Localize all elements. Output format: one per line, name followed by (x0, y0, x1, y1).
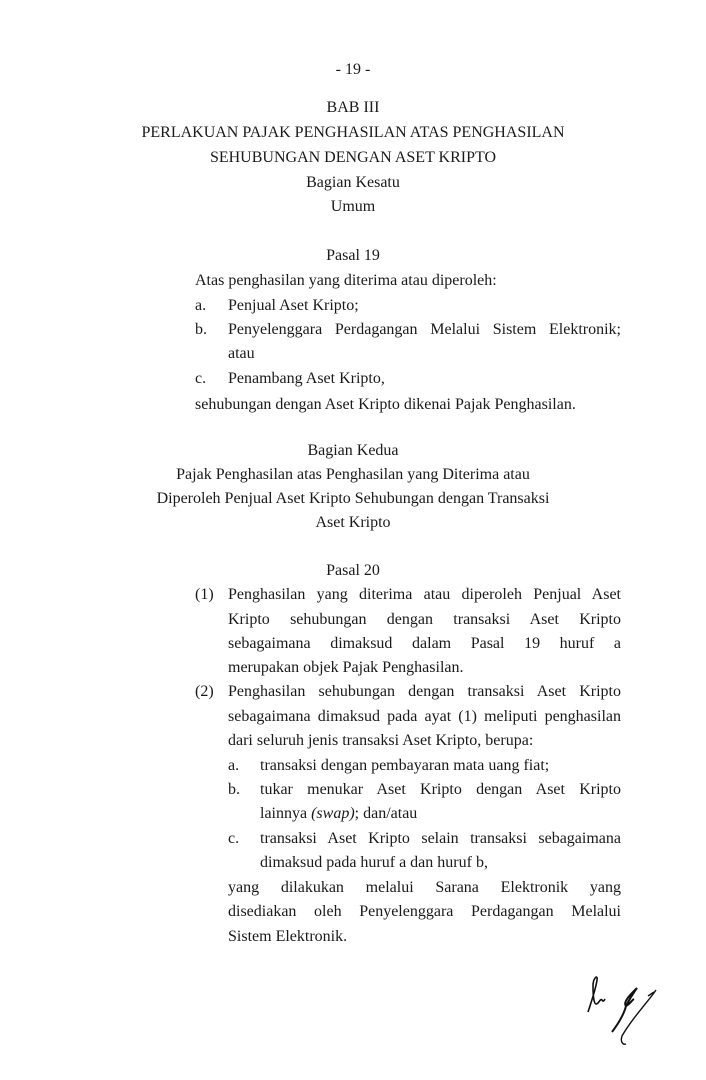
ayat-text: sebagaimana dimaksud dalam Pasal 19 huruf a (228, 635, 621, 652)
item-label: a. (195, 297, 207, 314)
item-text: transaksi Aset Kripto selain transaksi sebagaimana (260, 830, 621, 847)
ayat-closing: disediakan oleh Penyelenggara Perdagangan Melalui (228, 903, 621, 920)
pasal-19-intro: Atas penghasilan yang diterima atau diperoleh: (195, 272, 497, 289)
ayat-closing: yang dilakukan melalui Sarana Elektronik yang (228, 879, 621, 896)
item-text-part: ; dan/atau (354, 805, 418, 822)
item-label: c. (195, 370, 207, 387)
ayat-text: Kripto sehubungan dengan transaksi Aset Kripto (228, 611, 621, 628)
part-heading: Bagian Kedua (307, 442, 399, 459)
part-title: Pajak Penghasilan atas Penghasilan yang Diterima atau (176, 466, 530, 483)
item-text: tukar menukar Aset Kripto dengan Aset Kripto (260, 781, 621, 798)
chapter-title: PERLAKUAN PAJAK PENGHASILAN ATAS PENGHASILAN (141, 124, 565, 141)
item-label: a. (228, 757, 240, 774)
pasal-19-closing: sehubungan dengan Aset Kripto dikenai Pajak Penghasilan. (195, 396, 576, 413)
pasal-20-heading: Pasal 20 (326, 562, 380, 579)
ayat-label: (2) (195, 683, 214, 700)
chapter-title: SEHUBUNGAN DENGAN ASET KRIPTO (209, 149, 497, 166)
part-title: Aset Kripto (315, 514, 391, 531)
item-text: dimaksud pada huruf a dan huruf b, (260, 854, 488, 871)
signature-initials (560, 970, 660, 1050)
ayat-closing: Sistem Elektronik. (228, 928, 348, 945)
ayat-label: (1) (195, 586, 214, 603)
item-text: Penambang Aset Kripto, (228, 370, 385, 387)
item-text: Penjual Aset Kripto; (228, 297, 359, 314)
pasal-19-heading: Pasal 19 (326, 247, 380, 264)
item-label: c. (228, 830, 240, 847)
ayat-text: sebagaimana dimaksud pada ayat (1) meliputi penghasilan (228, 708, 621, 725)
ayat-text: merupakan objek Pajak Penghasilan. (228, 659, 464, 676)
item-text-italic: (swap) (311, 805, 355, 822)
item-text (260, 803, 621, 825)
item-text: Penyelenggara Perdagangan Melalui Sistem Elektronik; (228, 321, 621, 338)
part-title: Umum (330, 198, 376, 215)
item-text: transaksi dengan pembayaran mata uang fiat; (260, 757, 550, 774)
ayat-text: Penghasilan yang diterima atau diperoleh Penjual Aset (228, 586, 621, 603)
part-title: Diperoleh Penjual Aset Kripto Sehubungan dengan Transaksi (156, 490, 550, 507)
part-heading: Bagian Kesatu (306, 174, 400, 191)
item-label: b. (195, 321, 207, 338)
item-label: b. (228, 781, 240, 798)
ayat-text: Penghasilan sehubungan dengan transaksi Aset Kripto (228, 683, 621, 700)
chapter-number: BAB III (326, 99, 380, 116)
page-number: - 19 - (335, 61, 371, 78)
item-text-part: lainnya (260, 805, 312, 822)
ayat-text: dari seluruh jenis transaksi Aset Kripto, berupa: (228, 732, 534, 749)
item-text: atau (228, 345, 255, 362)
